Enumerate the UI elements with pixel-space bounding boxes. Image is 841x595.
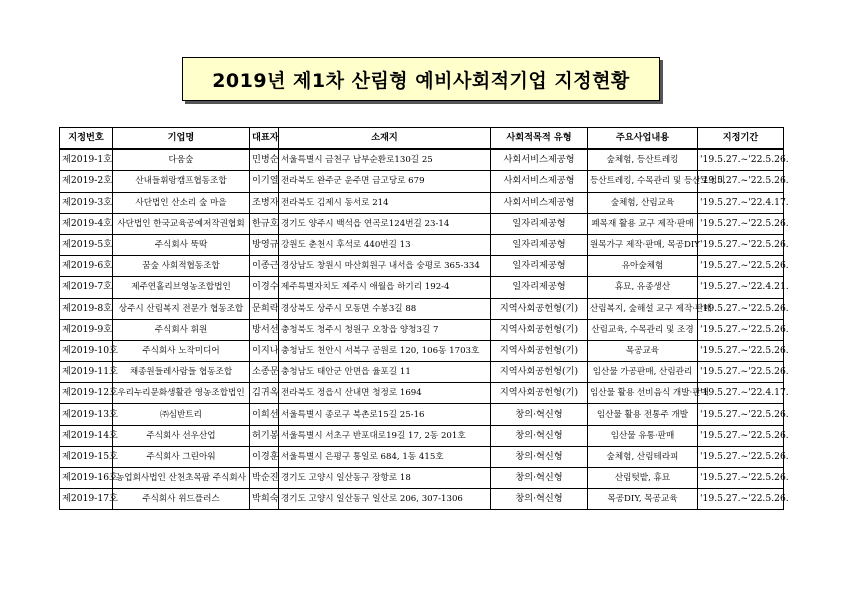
cell-main-business: 원목가구 제작·판매, 목공DIY <box>588 234 698 255</box>
cell-designation-no: 제2019-10호 <box>60 340 113 361</box>
cell-representative: 이기열 <box>250 171 279 192</box>
cell-company-name: 다움숲 <box>113 149 250 171</box>
cell-representative: 조병자 <box>250 192 279 213</box>
table-row <box>60 192 784 213</box>
cell-main-business: 임산물 활용 선비음식 개발·판매 <box>588 383 698 404</box>
cell-main-business: 목공교육 <box>588 340 698 361</box>
cell-address: 경기도 고양시 일산동구 장항로 18 <box>279 468 491 489</box>
cell-representative: 이지나 <box>250 340 279 361</box>
cell-designation-no: 제2019-2호 <box>60 171 113 192</box>
cell-address: 서울특별시 서초구 반포대로19길 17, 2동 201호 <box>279 425 491 446</box>
cell-social-purpose-type: 지역사회공헌형(기) <box>491 362 588 383</box>
header-social-purpose-type: 사회적목적 유형 <box>491 128 588 150</box>
cell-social-purpose-type: 창의·혁신형 <box>491 468 588 489</box>
cell-address: 경기도 고양시 일산동구 일산로 206, 307-1306 <box>279 489 491 510</box>
cell-main-business: 산림복지, 숲해설 교구 제작·판매 <box>588 298 698 319</box>
cell-designation-no: 제2019-5호 <box>60 234 113 255</box>
cell-social-purpose-type: 지역사회공헌형(기) <box>491 298 588 319</box>
cell-company-name: 채종원들레사람들 협동조합 <box>113 362 250 383</box>
cell-company-name: 주식회사 그린아워 <box>113 446 250 467</box>
cell-address: 서울특별시 은평구 통일로 684, 1동 415호 <box>279 446 491 467</box>
cell-representative: 방영규 <box>250 234 279 255</box>
cell-company-name: 제주연홀리브영농조합법인 <box>113 277 250 298</box>
cell-designation-no: 제2019-16호 <box>60 468 113 489</box>
table-row <box>60 234 784 255</box>
table-row <box>60 489 784 510</box>
cell-designation-no: 제2019-7호 <box>60 277 113 298</box>
table-row <box>60 425 784 446</box>
cell-designation-period: '19.5.27.~'22.5.26. <box>698 319 784 340</box>
cell-designation-no: 제2019-15호 <box>60 446 113 467</box>
cell-main-business: 휴묘, 유종생산 <box>588 277 698 298</box>
cell-representative: 방서선 <box>250 319 279 340</box>
cell-address: 제주특별자치도 제주시 애월읍 하기리 192-4 <box>279 277 491 298</box>
header-company-name: 기업명 <box>113 128 250 150</box>
cell-company-name: 우리누리문화생활관 영농조합법인 <box>113 383 250 404</box>
cell-representative: 소종문 <box>250 362 279 383</box>
cell-designation-period: '19.5.27.~'22.5.26. <box>698 149 784 171</box>
cell-designation-period: '19.5.27.~'22.5.26. <box>698 234 784 255</box>
cell-designation-period: '19.5.27.~'22.5.26. <box>698 213 784 234</box>
cell-main-business: 산림텃밭, 휴묘 <box>588 468 698 489</box>
cell-social-purpose-type: 사회서비스제공형 <box>491 171 588 192</box>
cell-designation-no: 제2019-8호 <box>60 298 113 319</box>
cell-company-name: 주식회사 위드플러스 <box>113 489 250 510</box>
cell-designation-no: 제2019-12호 <box>60 383 113 404</box>
cell-address: 전라북도 김제시 동서로 214 <box>279 192 491 213</box>
cell-main-business: 폐목재 활용 교구 제작·판매 <box>588 213 698 234</box>
cell-social-purpose-type: 지역사회공헌형(기) <box>491 340 588 361</box>
cell-address: 서울특별시 금천구 남부순환로130길 25 <box>279 149 491 171</box>
table-row <box>60 362 784 383</box>
cell-designation-period: '19.5.27.~'22.5.26. <box>698 489 784 510</box>
cell-company-name: 주식회사 휘원 <box>113 319 250 340</box>
cell-designation-no: 제2019-11호 <box>60 362 113 383</box>
designation-table <box>59 127 789 510</box>
header-designation-no: 지정번호 <box>60 128 113 150</box>
cell-designation-no: 제2019-4호 <box>60 213 113 234</box>
cell-representative: 이종근 <box>250 256 279 277</box>
table-row <box>60 319 784 340</box>
cell-designation-period: '19.5.27.~'22.5.26. <box>698 446 784 467</box>
cell-designation-period: '19.5.27.~'22.5.26. <box>698 404 784 425</box>
cell-address: 강원도 춘천시 후석로 440번길 13 <box>279 234 491 255</box>
cell-designation-no: 제2019-13호 <box>60 404 113 425</box>
header-main-business: 주요사업내용 <box>588 128 698 150</box>
cell-designation-period: '19.5.27.~'22.4.17. <box>698 383 784 404</box>
cell-designation-period: '19.5.27.~'22.5.26. <box>698 362 784 383</box>
cell-company-name: 농업회사법인 산천초목팜 주식회사 <box>113 468 250 489</box>
cell-designation-no: 제2019-14호 <box>60 425 113 446</box>
cell-representative: 문희락 <box>250 298 279 319</box>
cell-address: 충청북도 청주시 청원구 오창읍 양청3길 7 <box>279 319 491 340</box>
cell-representative: 민병순 <box>250 149 279 171</box>
cell-designation-no: 제2019-6호 <box>60 256 113 277</box>
cell-designation-no: 제2019-9호 <box>60 319 113 340</box>
cell-representative: 김귀옥 <box>250 383 279 404</box>
cell-representative: 박희숙 <box>250 489 279 510</box>
table-row <box>60 213 784 234</box>
cell-main-business: 임산물 가공판매, 산림관리 <box>588 362 698 383</box>
cell-main-business: 산림교육, 수목관리 및 조경 <box>588 319 698 340</box>
cell-company-name: 주식회사 선우산업 <box>113 425 250 446</box>
table-row <box>60 277 784 298</box>
cell-main-business: 숲체험, 등산트레킹 <box>588 149 698 171</box>
cell-designation-no: 제2019-3호 <box>60 192 113 213</box>
cell-social-purpose-type: 지역사회공헌형(기) <box>491 383 588 404</box>
cell-company-name: 사단법인 산소리 숲 마을 <box>113 192 250 213</box>
table-header <box>60 128 784 150</box>
cell-main-business: 숲체험, 산림테라피 <box>588 446 698 467</box>
cell-main-business: 숲체험, 산림교육 <box>588 192 698 213</box>
cell-main-business: 유아숲체험 <box>588 256 698 277</box>
cell-social-purpose-type: 사회서비스제공형 <box>491 192 588 213</box>
cell-social-purpose-type: 창의·혁신형 <box>491 425 588 446</box>
header-designation-period: 지정기간 <box>698 128 784 150</box>
cell-social-purpose-type: 창의·혁신형 <box>491 489 588 510</box>
cell-main-business: 임산물 활용 전통주 개발 <box>588 404 698 425</box>
cell-designation-period: '19.5.27.~'22.4.21. <box>698 277 784 298</box>
cell-representative: 이경훈 <box>250 446 279 467</box>
cell-representative: 한규호 <box>250 213 279 234</box>
cell-representative: 박순진 <box>250 468 279 489</box>
table-body <box>60 149 789 510</box>
cell-company-name: 상주시 산림복지 전문가 협동조합 <box>113 298 250 319</box>
cell-representative: 이경수 <box>250 277 279 298</box>
cell-address: 충청남도 태안군 안면읍 율포길 11 <box>279 362 491 383</box>
cell-representative: 허기봉 <box>250 425 279 446</box>
table-row <box>60 298 784 319</box>
cell-company-name: 꿈숲 사회적협동조합 <box>113 256 250 277</box>
table-row <box>60 404 784 425</box>
cell-address: 경상남도 창원시 마산회원구 내서읍 숭평로 365-334 <box>279 256 491 277</box>
page-title: 2019년 제1차 산림형 예비사회적기업 지정현황 <box>182 57 660 101</box>
cell-social-purpose-type: 일자리제공형 <box>491 213 588 234</box>
cell-address: 전라북도 정읍시 산내면 청정로 1694 <box>279 383 491 404</box>
cell-company-name: 주식회사 노작미디어 <box>113 340 250 361</box>
table-row <box>60 171 784 192</box>
cell-address: 충청남도 천안시 서북구 공원로 120, 106동 1703호 <box>279 340 491 361</box>
cell-designation-period: '19.5.27.~'22.5.26. <box>698 298 784 319</box>
cell-designation-period: '19.5.27.~'22.4.17. <box>698 192 784 213</box>
cell-social-purpose-type: 사회서비스제공형 <box>491 149 588 171</box>
cell-address: 서울특별시 종로구 북촌로15길 25-16 <box>279 404 491 425</box>
table-row <box>60 256 784 277</box>
cell-social-purpose-type: 지역사회공헌형(기) <box>491 319 588 340</box>
cell-social-purpose-type: 창의·혁신형 <box>491 404 588 425</box>
cell-social-purpose-type: 일자리제공형 <box>491 234 588 255</box>
cell-company-name: 사단법인 한국교육공예저작권협회 <box>113 213 250 234</box>
cell-designation-period: '19.5.27.~'22.5.26. <box>698 468 784 489</box>
cell-address: 경기도 양주시 백석읍 연곡로124번길 23-14 <box>279 213 491 234</box>
cell-address: 경상북도 상주시 모동면 수봉3길 88 <box>279 298 491 319</box>
cell-representative: 이희선 <box>250 404 279 425</box>
cell-company-name: 주식회사 뚝딱 <box>113 234 250 255</box>
cell-company-name: ㈜심반트리 <box>113 404 250 425</box>
table-row <box>60 340 784 361</box>
header-representative: 대표자 <box>250 128 279 150</box>
table-row <box>60 468 784 489</box>
header-address: 소재지 <box>279 128 491 150</box>
cell-main-business: 목공DIY, 목공교육 <box>588 489 698 510</box>
table-row <box>60 446 784 467</box>
cell-designation-period: '19.5.27.~'22.5.26. <box>698 171 784 192</box>
cell-designation-period: '19.5.27.~'22.5.26. <box>698 340 784 361</box>
cell-social-purpose-type: 일자리제공형 <box>491 277 588 298</box>
cell-designation-period: '19.5.27.~'22.5.26. <box>698 425 784 446</box>
cell-social-purpose-type: 일자리제공형 <box>491 256 588 277</box>
cell-main-business: 등산트레킹, 수목관리 및 등산로정비 <box>588 171 698 192</box>
cell-social-purpose-type: 창의·혁신형 <box>491 446 588 467</box>
cell-main-business: 임산물 유통·판매 <box>588 425 698 446</box>
cell-designation-period: '19.5.27.~'22.5.26. <box>698 256 784 277</box>
cell-designation-no: 제2019-1호 <box>60 149 113 171</box>
cell-company-name: 산내들휘랑캠프협동조합 <box>113 171 250 192</box>
cell-address: 전라북도 완주군 운주면 금고당로 679 <box>279 171 491 192</box>
table-row <box>60 149 784 171</box>
cell-designation-no: 제2019-17호 <box>60 489 113 510</box>
table-row <box>60 383 784 404</box>
